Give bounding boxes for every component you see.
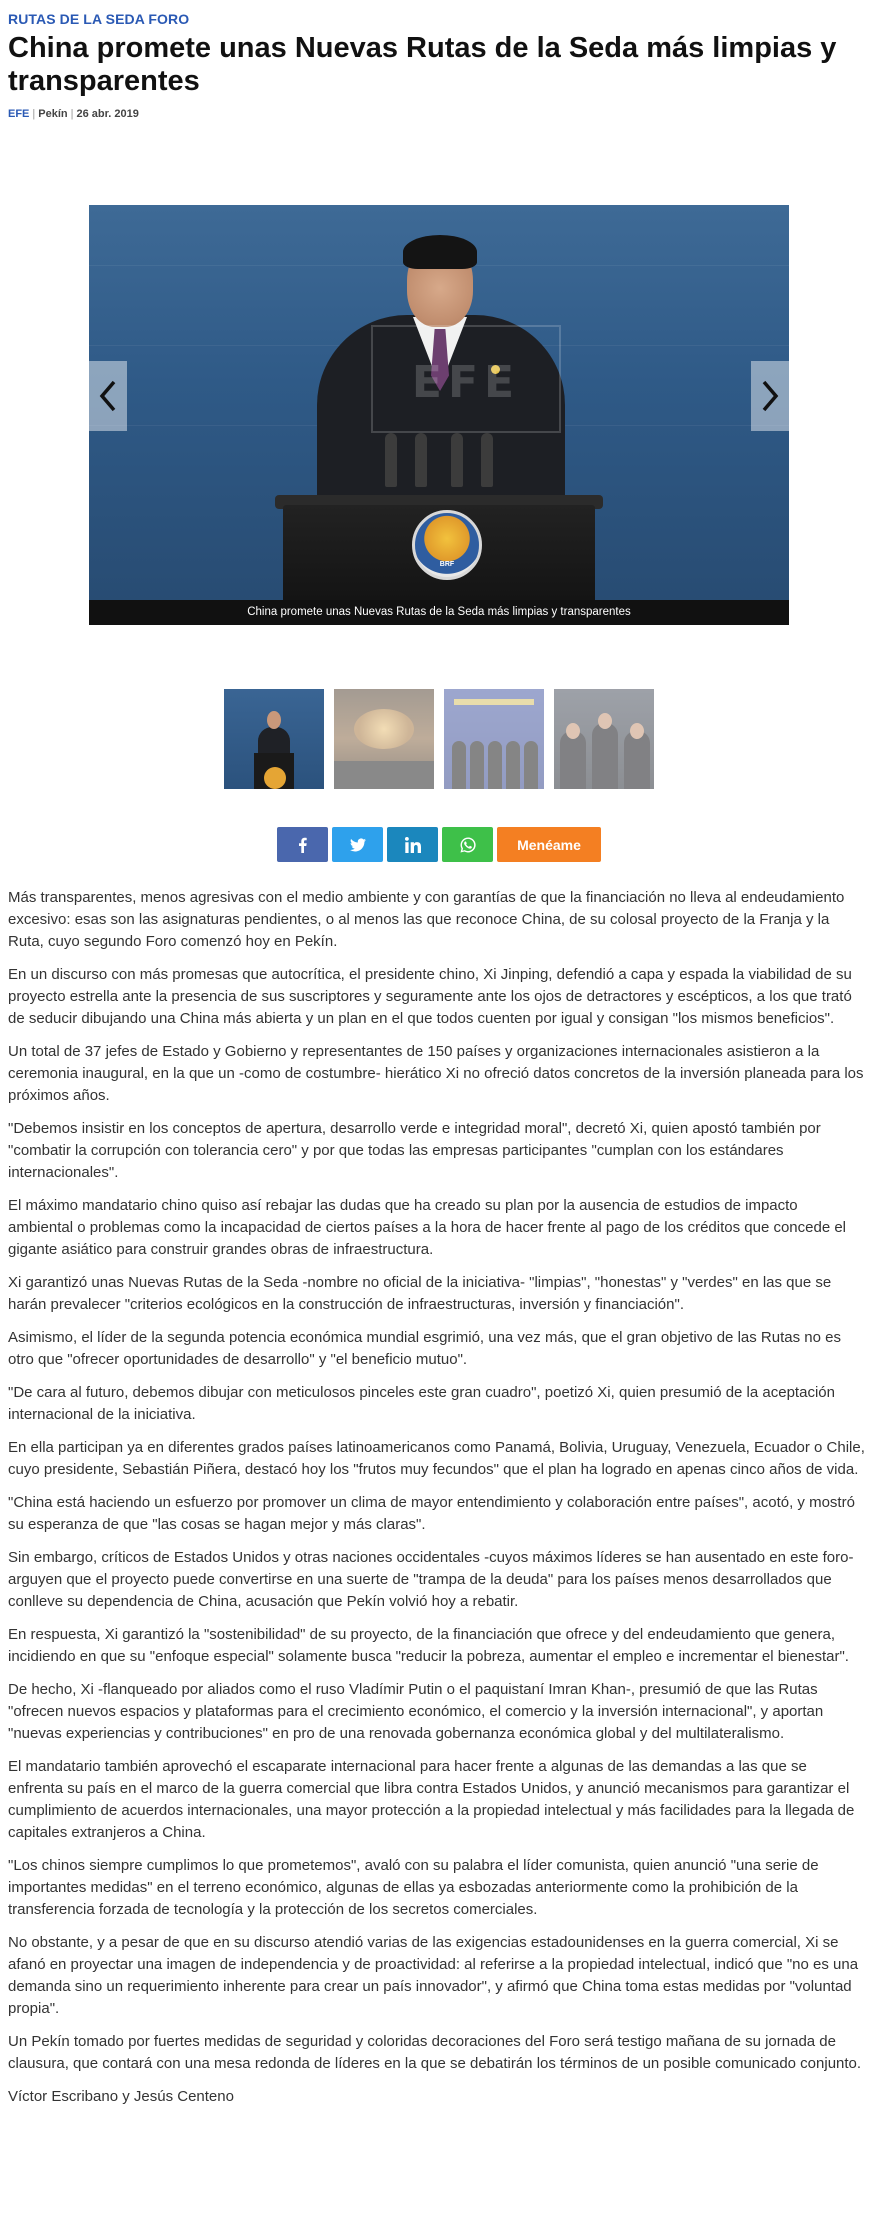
article-paragraph: El mandatario también aprovechó el escaparate internacional para hacer frente a algunas de las demandas a las que se enfrenta su país en el marco de la guerra comercial que libra contra Estados Unidos, y anunció mecanismos para garantizar el cumplimiento de acuerdos internacionales, una mayor protección a la propiedad intelectual y más facilidades para la llegada de capitales extranjeros a China. bbox=[8, 1758, 855, 1841]
gallery-thumbnail-2[interactable] bbox=[334, 689, 434, 789]
microphone bbox=[451, 433, 463, 487]
chevron-right-icon bbox=[760, 380, 780, 412]
gallery-thumbnail-1[interactable] bbox=[224, 689, 324, 789]
article-paragraph: "China está haciendo un esfuerzo por promover un clima de mayor entendimiento y colaboración entre países", acotó, y mostró su esperanza de que "las cosas se hagan mejor y más claras". bbox=[8, 1494, 855, 1533]
speaker-hair bbox=[403, 235, 477, 269]
twitter-icon bbox=[350, 837, 366, 853]
gallery-thumbnail-4[interactable] bbox=[554, 689, 654, 789]
article-paragraph: "Debemos insistir en los conceptos de apertura, desarrollo verde e integridad moral", decretó Xi, quien apostó también por "combatir la corrupción con tolerancia cero" y por que todas las empresas participantes "cumplan con los estándares internacionales". bbox=[8, 1120, 821, 1181]
thumb-person bbox=[524, 741, 538, 789]
thumb-person bbox=[470, 741, 484, 789]
gallery-thumbnails bbox=[8, 689, 870, 789]
thumb-person bbox=[452, 741, 466, 789]
efe-watermark bbox=[371, 325, 561, 433]
share-meneame-button[interactable]: Menéame bbox=[497, 827, 601, 862]
article-paragraph: El máximo mandatario chino quiso así rebajar las dudas que ha creado su plan por la ausencia de estudios de impacto ambiental o problemas como la incapacidad de ciertos países a la hora de hacer frente al pago de los créditos que concede el gigante asiático para construir grandes obras de infraestructura. bbox=[8, 1197, 847, 1258]
microphone bbox=[415, 433, 427, 487]
share-whatsapp-button[interactable] bbox=[442, 827, 493, 862]
share-linkedin-button[interactable] bbox=[387, 827, 438, 862]
byline-place: Pekín bbox=[38, 108, 68, 120]
thumb-person bbox=[488, 741, 502, 789]
facebook-icon bbox=[295, 837, 311, 853]
article-paragraph: Un total de 37 jefes de Estado y Gobierno y representantes de 150 países y organizaciones internacionales asistieron a la ceremonia inaugural, en la que un -como de costumbre- hierático Xi no ofreció datos concretos de la inversión planeada para los próximos años. bbox=[8, 1043, 864, 1104]
article-paragraph: Un Pekín tomado por fuertes medidas de seguridad y coloridas decoraciones del Foro será testigo mañana de su jornada de clausura, que contará con una mesa redonda de líderes en la que se debatirán los términos de un posible comunicado conjunto. bbox=[8, 2033, 862, 2072]
thumb-person bbox=[506, 741, 520, 789]
article-paragraph: "De cara al futuro, debemos dibujar con meticulosos pinceles este gran cuadro", poetizó Xi, quien presumió de la aceptación internacional de la iniciativa. bbox=[8, 1384, 835, 1423]
thumb-person-head bbox=[630, 723, 644, 739]
article-headline: China promete unas Nuevas Rutas de la Seda más limpias y transparentes bbox=[8, 32, 837, 97]
article-paragraph: Asimismo, el líder de la segunda potencia económica mundial esgrimió, una vez más, que el gran objetivo de las Rutas no es otro que "ofrecer oportunidades de desarrollo" y "el beneficio mutuo". bbox=[8, 1329, 841, 1368]
thumb-person bbox=[624, 731, 650, 789]
byline-separator: | bbox=[70, 108, 74, 120]
thumb-person-head bbox=[598, 713, 612, 729]
gallery-main-photo[interactable] bbox=[89, 205, 789, 600]
article-paragraph: En un discurso con más promesas que autocrítica, el presidente chino, Xi Jinping, defendió a capa y espada la viabilidad de su proyecto estrella ante la presencia de sus suscriptores y seguramente ante los ojos de detractores y escépticos, a los que trató de seducir dibujando una China más abierta y un plan en el que todos cuenten por igual y consigan "los mismos beneficios". bbox=[8, 966, 852, 1027]
chevron-left-icon bbox=[98, 380, 118, 412]
article-paragraph: Más transparentes, menos agresivas con el medio ambiente y con garantías de que la financiación no lleva al endeudamiento excesivo: esas son las asignaturas pendientes, o al menos las que reconoce China, de su colosal proyecto de la Franja y la Ruta, cuyo segundo Foro comenzó hoy en Pekín. bbox=[8, 889, 845, 950]
article-page bbox=[0, 10, 878, 2108]
thumb-logo bbox=[264, 767, 286, 789]
article-paragraph: Sin embargo, críticos de Estados Unidos y otras naciones occidentales -cuyos máximos líderes se han ausentado en este foro- arguyen que el proyecto puede convertirse en una suerte de "trampa de la deuda" para los países menos desarrollados que conlleve su dependencia de China, acusación que Pekín volvió hoy a rebatir. bbox=[8, 1549, 854, 1610]
microphone bbox=[385, 433, 397, 487]
article-body bbox=[8, 887, 870, 2108]
gallery-caption: China promete unas Nuevas Rutas de la Seda más limpias y transparentes bbox=[89, 600, 789, 625]
byline-separator: | bbox=[32, 108, 36, 120]
share-facebook-button[interactable] bbox=[277, 827, 328, 862]
share-bar bbox=[8, 827, 870, 862]
thumb-person-head bbox=[566, 723, 580, 739]
article-paragraph: En respuesta, Xi garantizó la "sostenibilidad" de su proyecto, de la financiación que ofrece y del endeudamiento que genera, incidiendo en que su "enfoque especial" solamente busca "reducir la pobreza, aumentar el empleo e incrementar el bienestar". bbox=[8, 1626, 849, 1665]
article-paragraph: Xi garantizó unas Nuevas Rutas de la Seda -nombre no oficial de la iniciativa- "limpias", "honestas" y "verdes" en las que se harán prevalecer "criterios ecológicos en la construcción de infraestructuras, inversión y financiación". bbox=[8, 1274, 832, 1313]
thumb-figure-head bbox=[267, 711, 281, 729]
gallery-prev-button[interactable] bbox=[89, 361, 127, 431]
whatsapp-icon bbox=[460, 837, 476, 853]
article-paragraph: "Los chinos siempre cumplimos lo que prometemos", avaló con su palabra el líder comunista, quien anunció "una serie de importantes medidas" en el terreno económico, algunas de ellas ya esbozadas anteriormente como la prohibición de la transferencia forzada de tecnología y la protección de los secretos comerciales. bbox=[8, 1857, 819, 1918]
share-twitter-button[interactable] bbox=[332, 827, 383, 862]
forum-logo bbox=[412, 510, 482, 580]
article-paragraph: En ella participan ya en diferentes grados países latinoamericanos como Panamá, Bolivia, Uruguay, Venezuela, Ecuador o Chile, cuyo presidente, Sebastián Piñera, destacó hoy los "frutos muy fecundos" que el plan ha logrado en apenas cinco años de vida. bbox=[8, 1439, 865, 1478]
gallery-thumbnail-3[interactable] bbox=[444, 689, 544, 789]
linkedin-icon bbox=[405, 837, 421, 853]
thumb-hall-floor bbox=[334, 761, 434, 789]
microphone bbox=[481, 433, 493, 487]
thumb-hall-light bbox=[354, 709, 414, 749]
forum-logo-label: BRF bbox=[439, 561, 455, 568]
byline bbox=[8, 107, 870, 121]
thumb-person bbox=[560, 731, 586, 789]
article-author-signature: Víctor Escribano y Jesús Centeno bbox=[8, 2088, 234, 2105]
gallery-next-button[interactable] bbox=[751, 361, 789, 431]
photo-gallery bbox=[89, 205, 789, 625]
byline-agency[interactable]: EFE bbox=[8, 108, 30, 120]
section-kicker-link[interactable]: RUTAS DE LA SEDA FORO bbox=[8, 11, 190, 27]
byline-date: 26 abr. 2019 bbox=[76, 108, 139, 120]
thumb-person bbox=[592, 723, 618, 789]
article-paragraph: De hecho, Xi -flanqueado por aliados como el ruso Vladímir Putin o el paquistaní Imran Khan-, presumió de que las Rutas "ofrecen nuevos espacios y plataformas para el crecimiento económico, el comercio y la inversión internacional", y aportan "nuevas experiencias y contribuciones" en pro de una renovada gobernanza económica global y del multilateralismo. bbox=[8, 1681, 824, 1742]
watermark-text: EFE bbox=[411, 357, 521, 408]
thumb-banner bbox=[454, 699, 534, 705]
article-paragraph: No obstante, y a pesar de que en su discurso atendió varias de las exigencias estadounidenses en la guerra comercial, Xi se afanó en proyectar una imagen de independencia y de proactividad: al referirse a la propiedad intelectual, indicó que "no es una demanda sino un requerimiento inherente para crear un país innovador", y afirmó que China toma estas medidas por "voluntad propia". bbox=[8, 1934, 859, 2017]
